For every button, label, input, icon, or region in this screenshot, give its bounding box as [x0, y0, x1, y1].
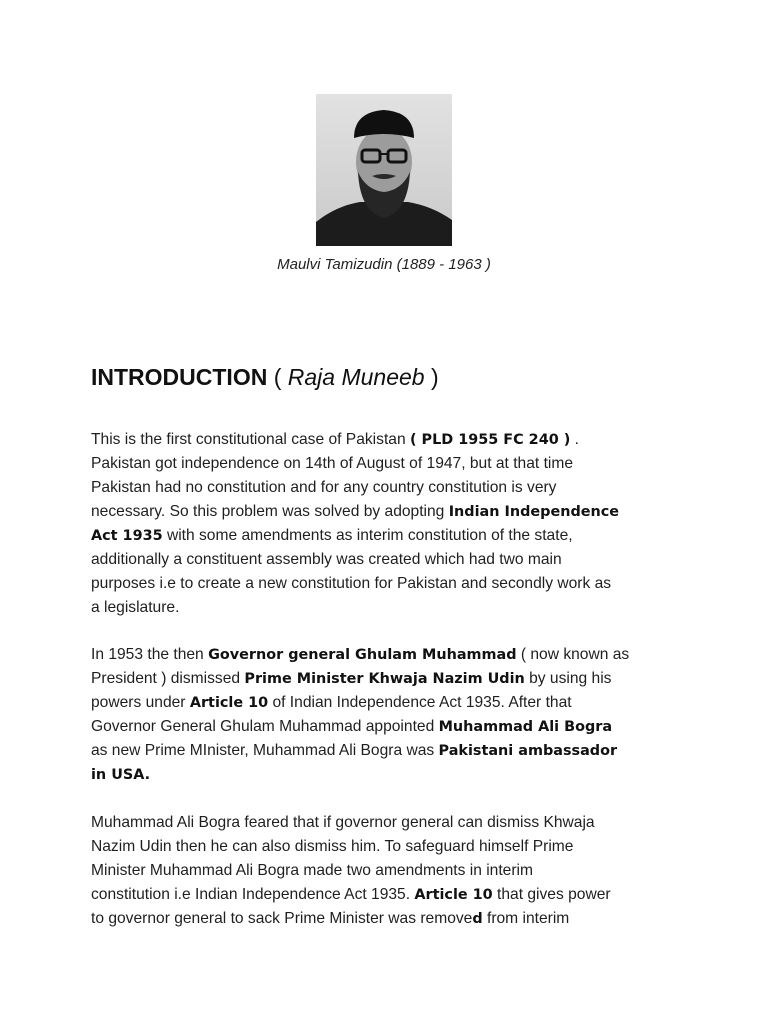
- heading-title: INTRODUCTION: [91, 364, 268, 390]
- bold-text: in USA.: [91, 767, 151, 783]
- text-run: of Indian Independence Act 1935. After that: [268, 694, 572, 711]
- text-run: Governor General Ghulam Muhammad appointed: [91, 718, 439, 735]
- paragraph-3: [91, 811, 691, 931]
- text-run: Minister Muhammad Ali Bogra made two amendments in interim: [91, 862, 534, 879]
- text-run: powers under: [91, 694, 190, 711]
- bold-text: Article 10: [414, 887, 493, 903]
- text-run: .: [570, 431, 579, 448]
- heading-author: Raja Muneeb: [287, 364, 425, 390]
- bold-text: Indian Independence: [448, 504, 620, 520]
- section-heading: [91, 364, 439, 391]
- photo-caption: Maulvi Tamizudin (1889 - 1963 ): [277, 256, 491, 273]
- text-run: that gives power: [492, 886, 611, 903]
- bold-text: Act 1935: [91, 528, 163, 544]
- bold-text: Governor general Ghulam Muhammad: [208, 647, 517, 663]
- text-run: constitution i.e Indian Independence Act 1935.: [91, 886, 415, 903]
- text-run: from interim: [482, 910, 570, 927]
- bold-text: Pakistani ambassador: [438, 743, 618, 759]
- text-run: Muhammad Ali Bogra feared that if governor general can dismiss Khwaja: [91, 814, 595, 831]
- text-run: Nazim Udin then he can also dismiss him. To safeguard himself Prime: [91, 838, 574, 855]
- text-run: This is the first constitutional case of Pakistan: [91, 431, 410, 448]
- bold-text: ( PLD 1955 FC 240 ): [409, 432, 571, 448]
- text-run: to governor general to sack Prime Minister was remove: [91, 910, 473, 927]
- bold-text: Prime Minister Khwaja Nazim Udin: [244, 671, 525, 687]
- paragraph-1: [91, 428, 691, 620]
- text-run: as new Prime MInister, Muhammad Ali Bogra was: [91, 742, 439, 759]
- text-run: Pakistan had no constitution and for any country constitution is very: [91, 479, 557, 496]
- bold-text: Muhammad Ali Bogra: [438, 719, 613, 735]
- heading-close-paren: ): [424, 364, 439, 390]
- text-run: Pakistan got independence on 14th of August of 1947, but at that time: [91, 455, 574, 472]
- bold-text: d: [472, 911, 483, 927]
- text-run: In 1953 the then: [91, 646, 209, 663]
- text-run: necessary. So this problem was solved by adopting: [91, 503, 449, 520]
- text-run: a legislature.: [91, 599, 180, 616]
- heading-open-paren: (: [267, 364, 288, 390]
- portrait-image: [316, 94, 452, 246]
- paragraph-2: [91, 643, 691, 787]
- text-run: ( now known as: [516, 646, 630, 663]
- text-run: additionally a constituent assembly was created which had two main: [91, 551, 562, 568]
- text-run: by using his: [524, 670, 612, 687]
- text-run: purposes i.e to create a new constitution for Pakistan and secondly work as: [91, 575, 612, 592]
- bold-text: Article 10: [189, 695, 269, 711]
- text-run: President ) dismissed: [91, 670, 245, 687]
- text-run: with some amendments as interim constitution of the state,: [162, 527, 573, 544]
- portrait-photo: [316, 94, 452, 246]
